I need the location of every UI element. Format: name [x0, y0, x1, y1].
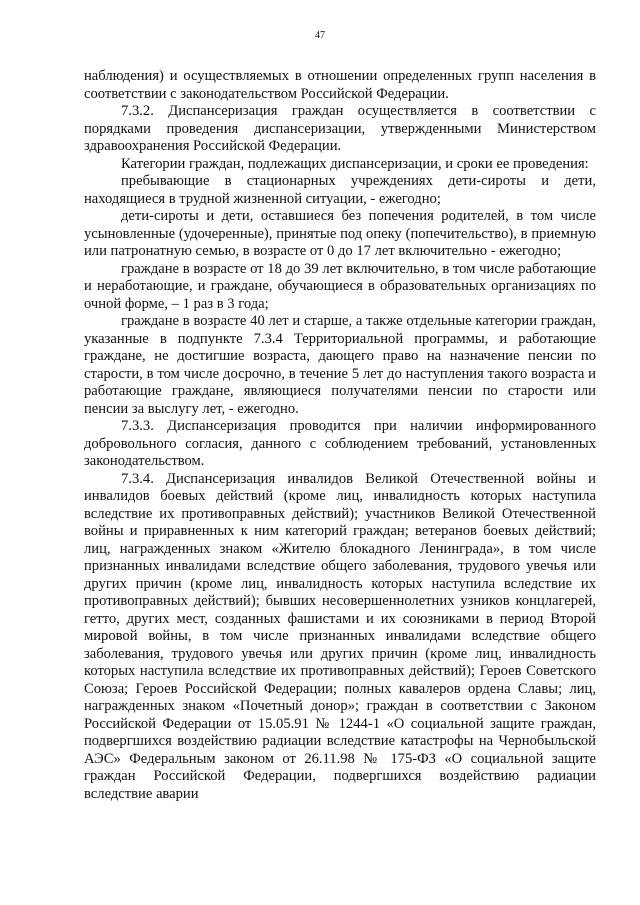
paragraph-category-18-39: граждане в возрасте от 18 до 39 лет включительно, в том числе работающие и неработающие, и граждане, обучающиеся в образовательных организациях по очной форме, – 1 раз в 3 года;: [84, 260, 596, 312]
paragraph-category-40-plus: граждане в возрасте 40 лет и старше, а также отдельные категории граждан, указанные в подпункте 7.3.4 Территориальной программы, и работающие граждане, не достигшие возраста, дающего право на назначение пенсии по старости, в том числе досрочно, в течение 5 лет до наступления такого возраста и работающие граждане, являющиеся получателями пенсии по старости или пенсии за выслугу лет, - ежегодно.: [84, 313, 596, 417]
paragraph-7-3-4: 7.3.4. Диспансеризация инвалидов Великой Отечественной войны и инвалидов боевых действий (кроме лиц, инвалидность которых наступила вследствие их противоправных действий); участников Великой Отечественной войны и приравненных к ним категорий граждан; ветеранов боевых действий; лиц, награжденных знаком «Жителю блокадного Ленинграда», в том числе признанных инвалидами вследствие общего заболевания, трудового увечья или других причин (кроме лиц, инвалидность которых наступила вследствие их противоправных действий); бывших несовершеннолетних узников концлагерей, гетто, других мест, созданных фашистами и их союзниками в период Второй мировой войны, в том числе признанных инвалидами вследствие общего заболевания, трудового увечья или других причин (кроме лиц, инвалидность которых наступила вследствие их противоправных действий); Героев Советского Союза; Героев Российской Федерации; полных кавалеров ордена Славы; лиц, награжденных знаком «Почетный донор»; граждан в соответствии с Законом Российской Федерации от 15.05.91 № 1244-1 «О социальной защите граждан, подвергшихся воздействию радиации вследствие катастрофы на Чернобыльской АЭС» Федеральным законом от 26.11.98 № 175-ФЗ «О социальной защите граждан Российской Федерации, подвергшихся воздействию радиации вследствие аварии: [84, 470, 596, 802]
paragraph-category-orphans-institutions: пребывающие в стационарных учреждениях дети-сироты и дети, находящиеся в трудной жизненной ситуации, - ежегодно;: [84, 173, 596, 207]
document-body: [84, 68, 596, 803]
paragraph-categories-intro: Категории граждан, подлежащих диспансеризации, и сроки ее проведения:: [121, 155, 589, 172]
paragraph-7-3-3: 7.3.3. Диспансеризация проводится при наличии информированного добровольного согласия, данного с соблюдением требований, установленных законодательством.: [84, 418, 596, 469]
paragraph-continuation: наблюдения) и осуществляемых в отношении определенных групп населения в соответствии с законодательством Российской Федерации.: [84, 68, 596, 102]
page-number: 47: [315, 30, 325, 41]
paragraph-7-3-2: 7.3.2. Диспансеризация граждан осуществляется в соответствии с порядками проведения диспансеризации, утвержденными Министерством здравоохранения Российской Федерации.: [84, 103, 596, 154]
paragraph-category-orphans-families: дети-сироты и дети, оставшиеся без попечения родителей, в том числе усыновленные (удочеренные), принятые под опеку (попечительство), в приемную или патронатную семью, в возрасте от 0 до 17 лет включительно - ежегодно;: [84, 208, 596, 259]
